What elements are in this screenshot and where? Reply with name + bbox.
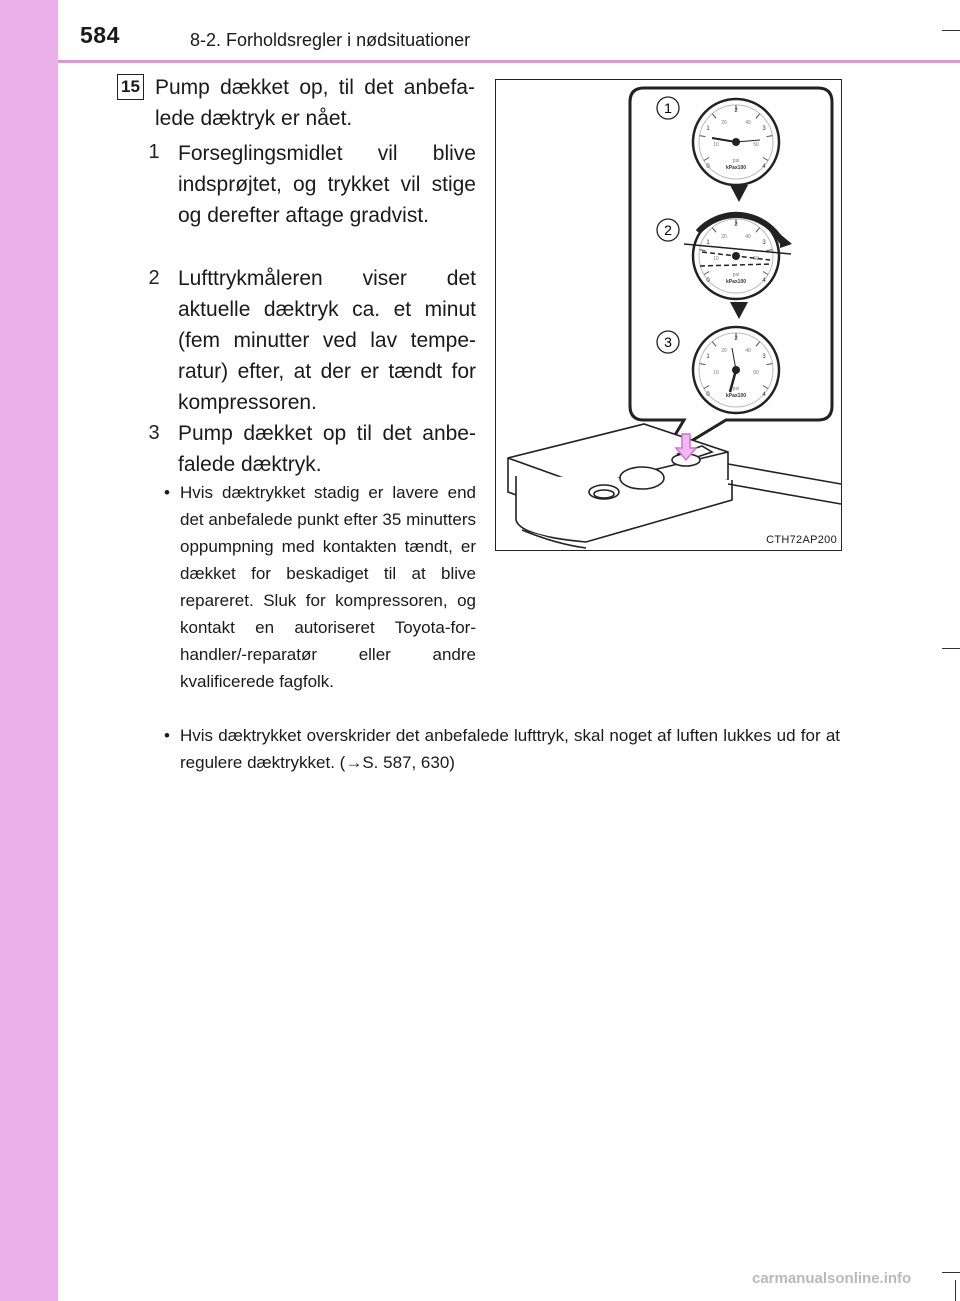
- section-title: 8-2. Forholdsregler i nødsituationer: [190, 30, 471, 50]
- substep-text: Lufttrykmåleren viser det aktuelle dæktryk ca. et minut (fem minutter ved lav temperatur) efter, at der er tændt for kompressoren.: [178, 267, 476, 414]
- bullet-dot-icon: •: [164, 726, 170, 745]
- chapter-sidebar: [0, 0, 58, 1301]
- step-text: Pump dækket op, til det anbefalede dæktryk er nået.: [155, 76, 475, 130]
- step-number-box: 15: [117, 74, 144, 100]
- gauge-icon: [693, 99, 779, 185]
- page-number: 584: [80, 22, 120, 48]
- compressor-unit: [508, 424, 841, 548]
- crop-mark: [942, 648, 960, 649]
- illustration-svg: 50 4 si x100 1 2 3: [496, 80, 841, 550]
- substep-text: Forseglingsmidlet vil blive indsprøjtet, og trykket vil stige og derefter aftage gradvist.: [178, 142, 476, 227]
- compressor-gauge-illustration: [495, 79, 842, 551]
- substep-number: 3: [148, 422, 160, 444]
- bullet-dot-icon: •: [164, 483, 170, 502]
- crop-mark: [942, 30, 960, 31]
- svg-text:3: 3: [664, 334, 672, 350]
- figure-id: CTH72AP200: [766, 534, 837, 546]
- substep-number: 1: [148, 141, 160, 163]
- header-rule: [58, 60, 960, 63]
- crop-mark: [955, 1280, 956, 1301]
- gauge-icon: [693, 327, 779, 413]
- bullet-item: [164, 722, 840, 776]
- substep-number: 2: [148, 267, 160, 289]
- bullet-text: Hvis dæktrykket stadig er lavere end det anbefalede punkt efter 35 minutters oppumpning med kontakten tændt, er dækket for beskadiget til at blive repareret. Sluk for kompressoren, og kontakt en autoriseret Toyota-forhandler/-reparatør eller andre kvalificerede fagfolk.: [180, 483, 476, 691]
- crop-mark: [942, 1272, 960, 1273]
- svg-text:2: 2: [664, 222, 672, 238]
- watermark: carmanualsonline.info: [752, 1270, 912, 1287]
- callout-number-1: [657, 97, 679, 119]
- callout-number-2: [657, 219, 679, 241]
- svg-text:1: 1: [664, 100, 672, 116]
- bullet-item: [164, 479, 476, 695]
- substep-text: Pump dækket op til det anbefalede dæktryk.: [178, 422, 476, 476]
- callout-number-3: [657, 331, 679, 353]
- bullet-text: Hvis dæktrykket overskrider det anbefalede lufttryk, skal noget af luften lukkes ud for at regulere dæktrykket. (→S. 587, 630): [180, 726, 840, 772]
